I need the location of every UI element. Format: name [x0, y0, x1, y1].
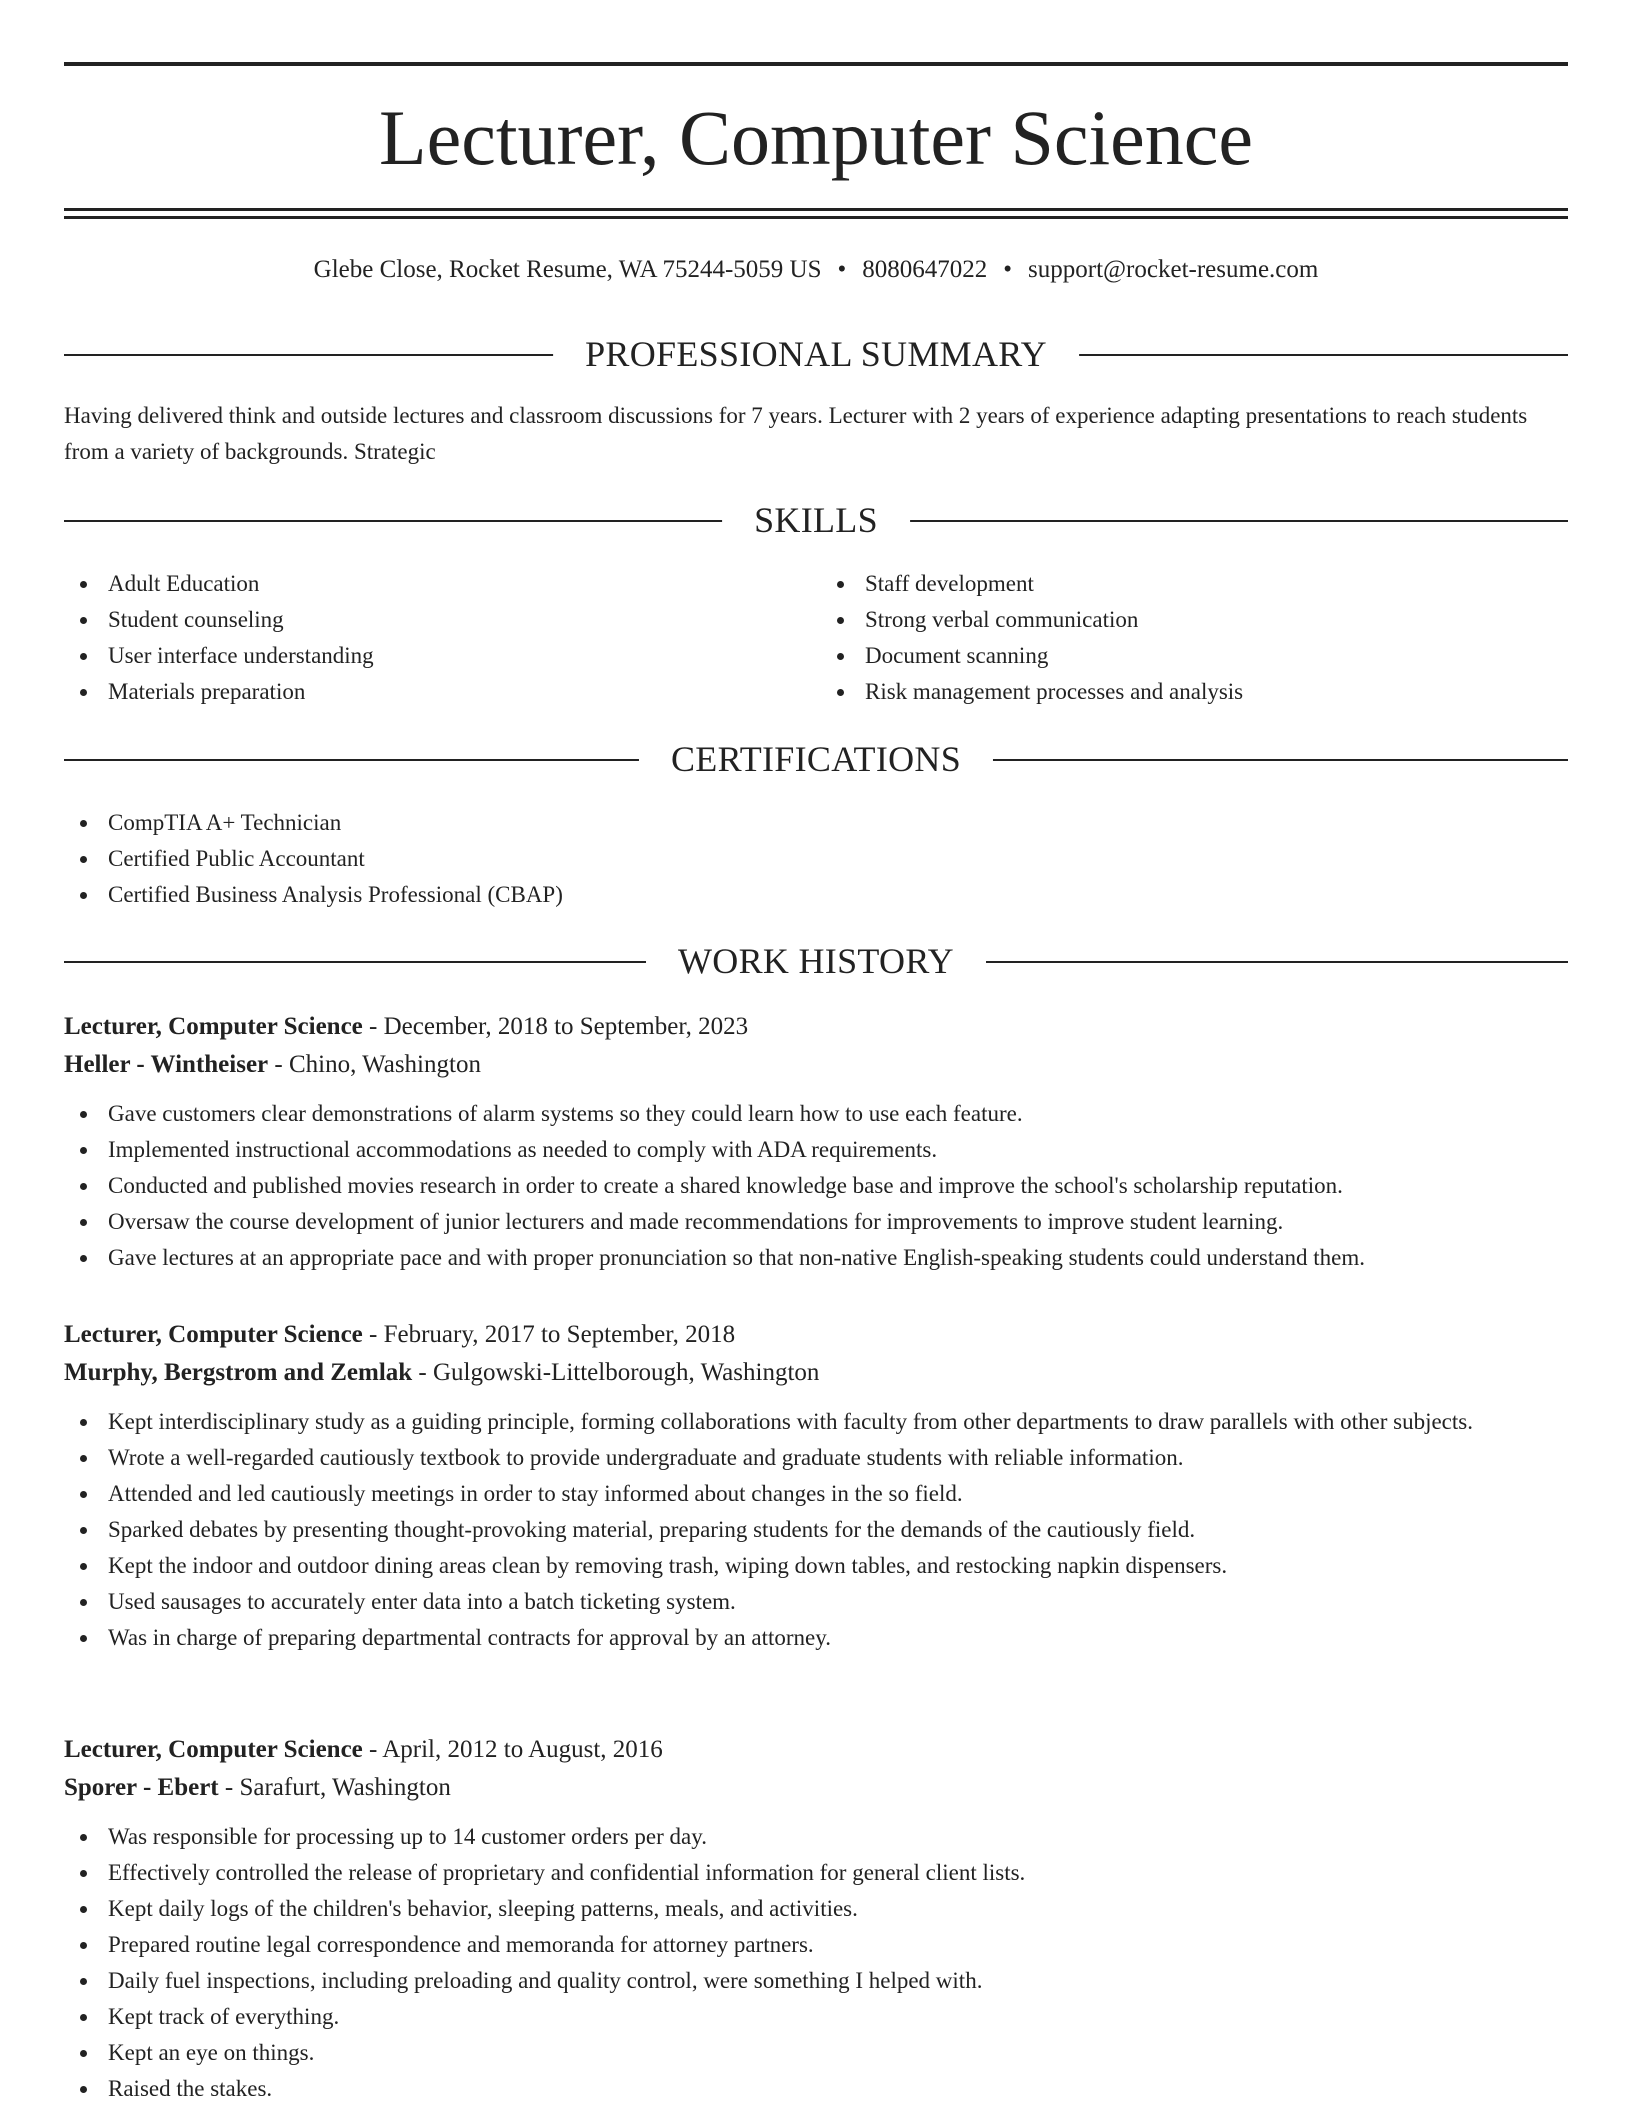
skills-list [64, 566, 1568, 710]
job-bullet: Raised the stakes. [64, 2071, 1568, 2107]
job-bullets [64, 1819, 1568, 2107]
skills-column-left [64, 566, 811, 710]
skills-column-right [811, 566, 1568, 710]
skill-item: Student counseling [64, 602, 811, 638]
job-dates: - April, 2012 to August, 2016 [362, 1736, 663, 1763]
contact-separator: • [837, 256, 847, 283]
job-bullets [64, 1404, 1568, 1656]
email: support@rocket-resume.com [1028, 256, 1319, 283]
job-title: Lecturer, Computer Science [64, 1321, 363, 1348]
job-bullet: Gave customers clear demonstrations of alarm systems so they could learn how to use each feature. [64, 1096, 1568, 1132]
job-company-line [64, 1354, 1568, 1392]
job-bullet: Effectively controlled the release of proprietary and confidential information for general client lists. [64, 1855, 1568, 1891]
job-title-line [64, 1316, 1568, 1354]
job-bullet: Conducted and published movies research in order to create a shared knowledge base and improve the school's scholarship reputation. [64, 1168, 1568, 1204]
job-bullet: Prepared routine legal correspondence and memoranda for attorney partners. [64, 1927, 1568, 1963]
job-bullet: Sparked debates by presenting thought-provoking material, preparing students for the demands of the cautiously field. [64, 1512, 1568, 1548]
certifications-heading-text: CERTIFICATIONS [639, 737, 993, 781]
skills-heading [64, 498, 1568, 542]
job-company-line [64, 1046, 1568, 1084]
job-bullet: Kept interdisciplinary study as a guiding principle, forming collaborations with faculty from other departments to draw parallels with other subjects. [64, 1404, 1568, 1440]
certification-item: Certified Business Analysis Professional (CBAP) [64, 877, 1568, 913]
certifications-heading [64, 737, 1568, 781]
skill-item: Strong verbal communication [821, 602, 1568, 638]
skill-item: Document scanning [821, 638, 1568, 674]
skill-item: User interface understanding [64, 638, 811, 674]
job-location: - Gulgowski-Littelborough, Washington [412, 1359, 820, 1386]
work-history-heading-text: WORK HISTORY [646, 939, 986, 983]
skills-heading-text: SKILLS [722, 498, 910, 542]
certification-item: Certified Public Accountant [64, 841, 1568, 877]
job-bullet: Gave lectures at an appropriate pace and with proper pronunciation so that non-native English-speaking students could understand them. [64, 1240, 1568, 1276]
summary-heading-text: PROFESSIONAL SUMMARY [553, 332, 1079, 376]
job-company: Heller - Wintheiser [64, 1051, 269, 1078]
job-bullet: Was in charge of preparing departmental contracts for approval by an attorney. [64, 1620, 1568, 1656]
certification-item: CompTIA A+ Technician [64, 805, 1568, 841]
work-history-heading [64, 939, 1568, 983]
summary-heading [64, 332, 1568, 376]
job-bullet: Kept an eye on things. [64, 2035, 1568, 2071]
summary-text: Having delivered think and outside lectures and classroom discussions for 7 years. Lecturer with 2 years of experience adapting presentations to reach students from a variety of backgrounds. Strategic [64, 403, 1528, 464]
job-bullet: Attended and led cautiously meetings in order to stay informed about changes in the so field. [64, 1476, 1568, 1512]
job-title: Lecturer, Computer Science [64, 1013, 363, 1040]
job-company: Murphy, Bergstrom and Zemlak [64, 1359, 413, 1386]
job-title: Lecturer, Computer Science [64, 1736, 363, 1763]
job-bullet: Kept the indoor and outdoor dining areas clean by removing trash, wiping down tables, and restocking napkin dispensers. [64, 1548, 1568, 1584]
contact-line [64, 252, 1568, 288]
job-dates: - December, 2018 to September, 2023 [362, 1013, 749, 1040]
job-company: Sporer - Ebert [64, 1774, 219, 1801]
job-bullet: Daily fuel inspections, including preloading and quality control, were something I helped with. [64, 1963, 1568, 1999]
skill-item: Adult Education [64, 566, 811, 602]
job-title-line [64, 1008, 1568, 1046]
job-entry [64, 1316, 1568, 1656]
job-bullet: Used sausages to accurately enter data into a batch ticketing system. [64, 1584, 1568, 1620]
job-dates: - February, 2017 to September, 2018 [362, 1321, 736, 1348]
skill-item: Staff development [821, 566, 1568, 602]
job-bullet: Kept daily logs of the children's behavior, sleeping patterns, meals, and activities. [64, 1891, 1568, 1927]
job-entry [64, 1008, 1568, 1276]
contact-separator: • [1003, 256, 1013, 283]
skill-item: Materials preparation [64, 674, 811, 710]
job-bullet: Kept track of everything. [64, 1999, 1568, 2035]
skill-item: Risk management processes and analysis [821, 674, 1568, 710]
job-location: - Sarafurt, Washington [218, 1774, 451, 1801]
phone: 8080647022 [862, 256, 988, 283]
job-bullet: Oversaw the course development of junior lecturers and made recommendations for improvements to improve student learning. [64, 1204, 1568, 1240]
job-bullet: Was responsible for processing up to 14 customer orders per day. [64, 1819, 1568, 1855]
job-company-line [64, 1769, 1568, 1807]
certifications-list [64, 805, 1568, 913]
top-divider [64, 62, 1568, 66]
job-location: - Chino, Washington [268, 1051, 481, 1078]
job-entry [64, 1731, 1568, 2107]
title-double-divider [64, 208, 1568, 219]
job-bullet: Implemented instructional accommodations as needed to comply with ADA requirements. [64, 1132, 1568, 1168]
address: Glebe Close, Rocket Resume, WA 75244-5059 US [313, 256, 822, 283]
job-bullets [64, 1096, 1568, 1276]
job-title-line [64, 1731, 1568, 1769]
resume-title: Lecturer, Computer Science [379, 94, 1253, 181]
job-bullet: Wrote a well-regarded cautiously textbook to provide undergraduate and graduate students with reliable information. [64, 1440, 1568, 1476]
